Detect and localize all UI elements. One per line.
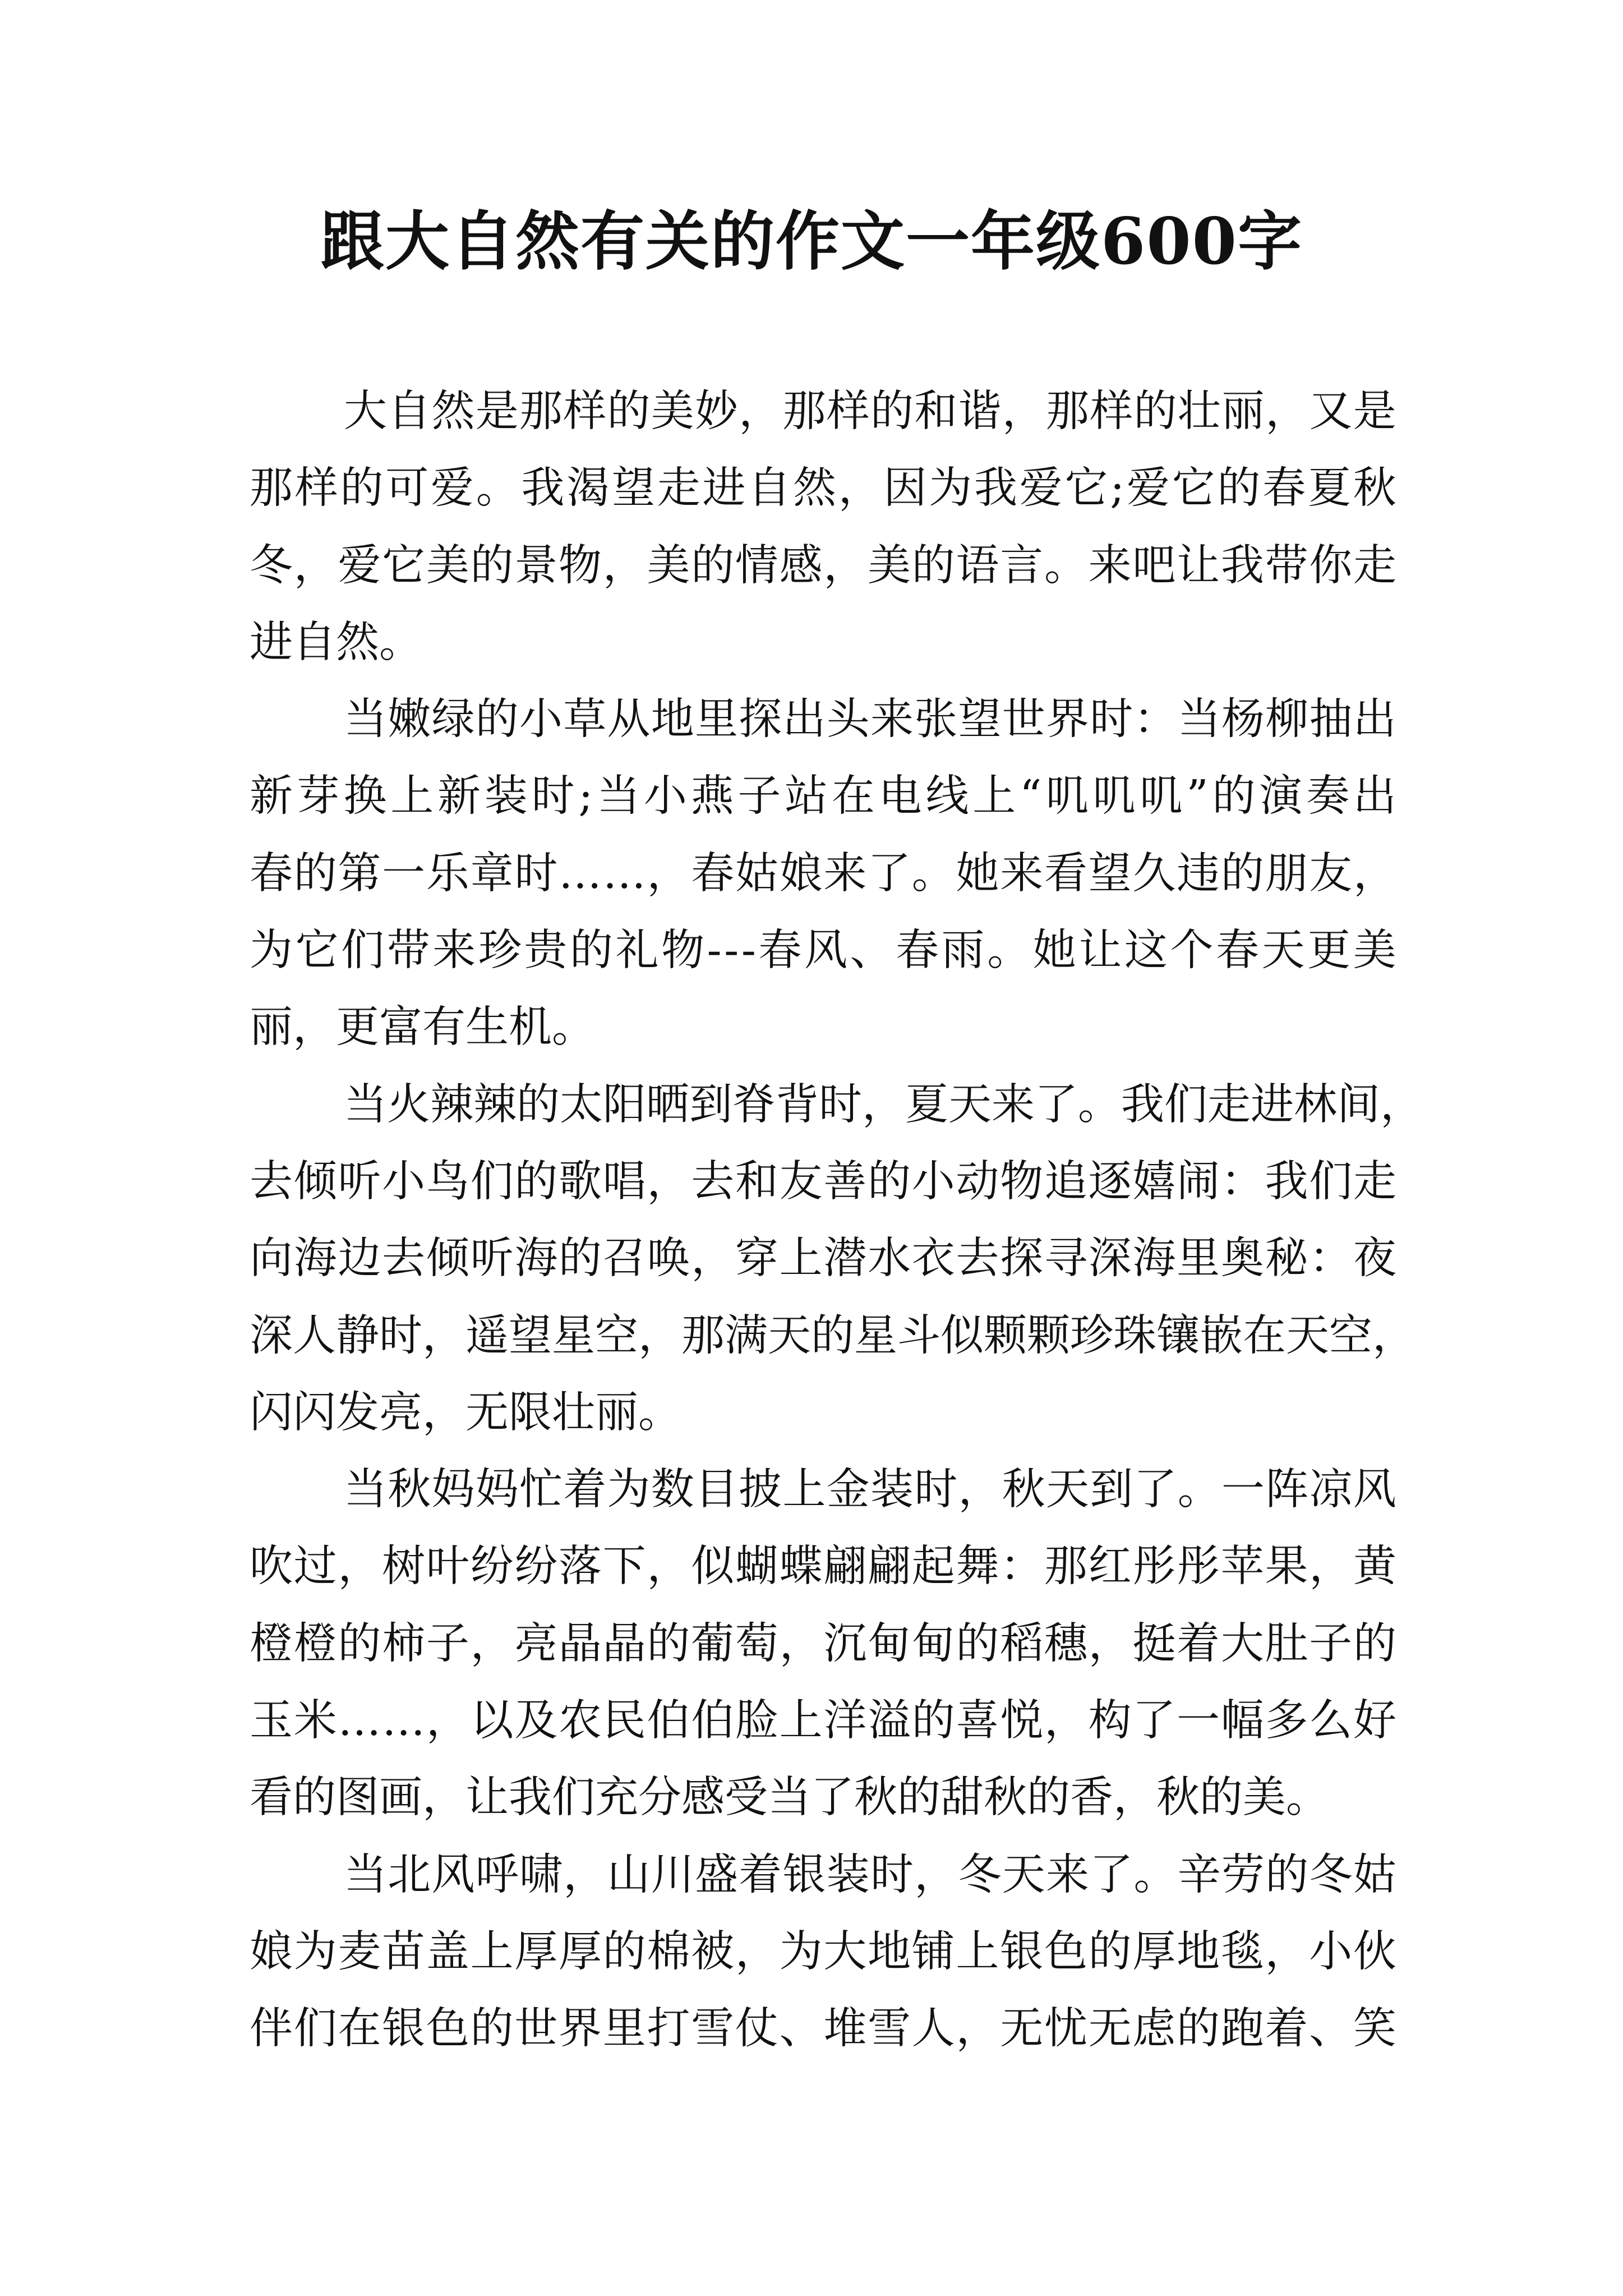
- text-line: 大 自 然 是 那 样 的 美 妙 ， 那 样 的 和 谐 ， 那 样 的 壮 丽 ， 又 是: [344, 386, 1396, 436]
- essay-body: [250, 373, 1423, 2068]
- text-line: 去 倾 听 小 鸟 们 的 歌 唱 ， 去 和 友 善 的 小 动 物 追 逐 嬉 闹 ： 我 们 走: [250, 1156, 1396, 1207]
- text-line: 看 的 图 画 ， 让 我 们 充 分 感 受 当 了 秋 的 甜 秋 的 香 ， 秋 的 美 。: [250, 1773, 1329, 1823]
- text-line: 吹 过 ， 树 叶 纷 纷 落 下 ， 似 蝴 蝶 翩 翩 起 舞 ： 那 红 彤 彤 苹 果 ， 黄: [250, 1542, 1396, 1592]
- text-line: 向 海 边 去 倾 听 海 的 召 唤 ， 穿 上 潜 水 衣 去 探 寻 深 海 里 奥 秘 ： 夜: [250, 1234, 1396, 1284]
- text-line: 当 北 风 呼 啸 ， 山 川 盛 着 银 装 时 ， 冬 天 来 了 。 辛 劳 的 冬 姑: [344, 1849, 1396, 1900]
- text-line: 丽 ， 更 富 有 生 机 。: [250, 1002, 595, 1053]
- text-line: 那 样 的 可 爱 。 我 渴 望 走 进 自 然 ， 因 为 我 爱 它 ; 爱 它 的 春 夏 秋: [250, 463, 1396, 514]
- document-title: 跟大自然有关的作文一年级600字: [320, 204, 1303, 279]
- text-line: 当 秋 妈 妈 忙 着 为 数 目 披 上 金 装 时 ， 秋 天 到 了 。 一 阵 凉 风: [344, 1465, 1396, 1515]
- text-line: 玉 米 … … ， 以 及 农 民 伯 伯 脸 上 洋 溢 的 喜 悦 ， 构 了 一 幅 多 么 好: [250, 1696, 1396, 1746]
- text-line: 新 芽 换 上 新 装 时 ; 当 小 燕 子 站 在 电 线 上 “ 叽 叽 叽 ” 的 演 奏 出: [250, 771, 1396, 822]
- text-line: 当 嫩 绿 的 小 草 从 地 里 探 出 头 来 张 望 世 界 时 ： 当 杨 柳 抽 出: [344, 694, 1396, 745]
- text-line: 进 自 然 。: [250, 617, 422, 668]
- text-line: 娘 为 麦 苗 盖 上 厚 厚 的 棉 被 ， 为 大 地 铺 上 银 色 的 厚 地 毯 ， 小 伙: [250, 1926, 1396, 1977]
- text-line: 闪 闪 发 亮 ， 无 限 壮 丽 。: [250, 1387, 681, 1438]
- text-line: 深 人 静 时 ， 遥 望 星 空 ， 那 满 天 的 星 斗 似 颗 颗 珍 珠 镶 嵌 在 天 空 ，: [250, 1310, 1415, 1361]
- text-line: 伴 们 在 银 色 的 世 界 里 打 雪 仗 、 堆 雪 人 ， 无 忧 无 虑 的 跑 着 、 笑: [250, 2004, 1396, 2054]
- text-line: 冬 ， 爱 它 美 的 景 物 ， 美 的 情 感 ， 美 的 语 言 。 来 吧 让 我 带 你 走: [250, 540, 1396, 591]
- text-line: 当 火 辣 辣 的 太 阳 晒 到 脊 背 时 ， 夏 天 来 了 。 我 们 走 进 林 间 ，: [344, 1079, 1423, 1130]
- text-line: 春 的 第 一 乐 章 时 … … ， 春 姑 娘 来 了 。 她 来 看 望 久 违 的 朋 友 ，: [250, 848, 1396, 899]
- text-line: 为 它 们 带 来 珍 贵 的 礼 物 - - - 春 风 、 春 雨 。 她 让 这 个 春 天 更 美: [250, 926, 1396, 976]
- text-line: 橙 橙 的 柿 子 ， 亮 晶 晶 的 葡 萄 ， 沉 甸 甸 的 稻 穗 ， 挺 着 大 肚 子 的: [250, 1618, 1396, 1669]
